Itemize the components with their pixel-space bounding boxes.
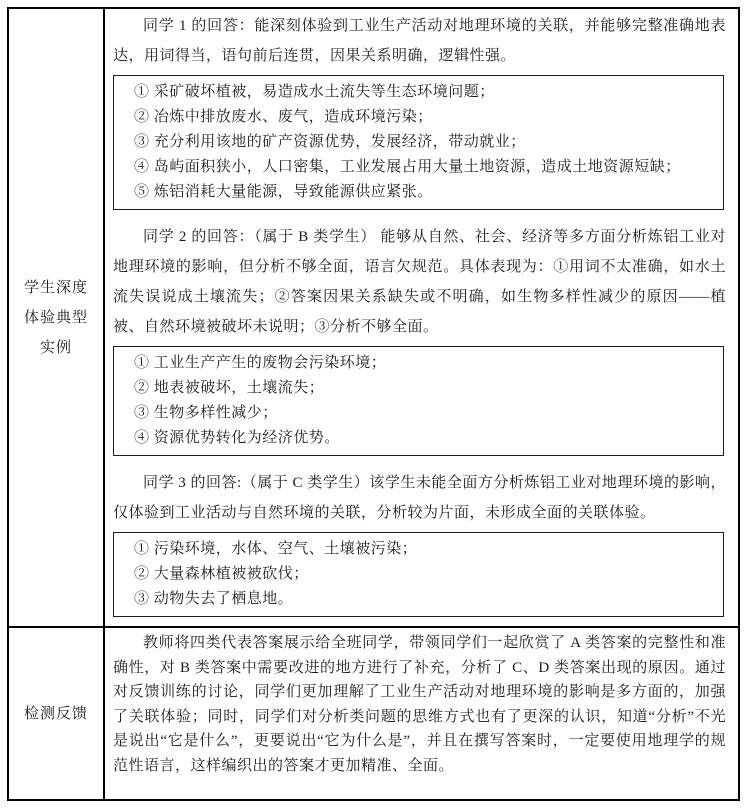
- experience-content-cell: [105, 9, 738, 626]
- student-2-answer-points-box: [113, 346, 724, 456]
- answer-point-item: ④ 岛屿面积狭小，人口密集，工业发展占用大量土地资源，造成土地资源短缺；: [134, 159, 681, 175]
- answer-point-item: ② 冶炼中排放废水、废气，造成环境污染；: [134, 109, 433, 125]
- answer-point-item: ③ 充分利用该地的矿产资源优势，发展经济，带动就业；: [134, 134, 526, 150]
- row-label-experience: 学生深度体验典型实例: [23, 279, 88, 356]
- student-3-answer-points-box: [113, 532, 724, 617]
- row-label-cell-feedback: [9, 628, 105, 799]
- answer-point-item: ④ 资源优势转化为经济优势。: [134, 430, 340, 446]
- feedback-content-cell: [105, 628, 738, 799]
- answer-point-item: ② 地表被破坏，土壤流失；: [134, 380, 325, 396]
- answer-point-item: ③ 生物多样性减少；: [134, 405, 278, 421]
- answer-point-item: ① 采矿破坏植被，易造成水土流失等生态环境问题；: [134, 84, 495, 100]
- answer-point-item: ① 工业生产产生的废物会污染环境；: [134, 355, 387, 371]
- student-3-answer-paragraph: 同学 3 的回答:（属于 C 类学生）该学生未能全面方分析炼铝工业对地理环境的影响，仅体验到工业活动与自然环境的关联，分析较为片面，未形成全面的关联体验。: [113, 475, 726, 521]
- teacher-feedback-paragraph: 教师将四类代表答案展示给全班同学，带领同学们一起欣赏了 A 类答案的完整性和准确性，对 B 类答案中需要改进的地方进行了补充，分析了 C、D 类答案出现的原因。通过对反馈训练的讨论，同学们更加理解了工业生产活动对地理环境的影响是多方面的，加强了关联体验；同时，同学们对分析类问题的思维方式也有了更深的认识，知道“分析”不光是说出“它是什么”，更要说出“它为什么是”，并且在撰写答案时，一定要使用地理学的规范性语言，这样编织出的答案才更加精准、全面。: [113, 635, 726, 774]
- student-2-answer-paragraph: 同学 2 的回答：（属于 B 类学生） 能够从自然、社会、经济等多方面分析炼铝工业对地理环境的影响，但分析不够全面，语言欠规范。具体表现为：①用词不太准确，如水土流失误说成土壤流失；②答案因果关系缺失或不明确，如生物多样性减少的原因——植被、自然环境被破坏未说明；③分析不够全面。: [113, 229, 726, 335]
- row-label-cell-experience: [9, 9, 105, 626]
- answer-point-item: ③ 动物失去了栖息地。: [134, 591, 294, 607]
- table-row-experience-examples: [9, 9, 738, 626]
- assessment-table: [7, 7, 740, 801]
- answer-point-item: ② 大量森林植被被砍伐；: [134, 566, 309, 582]
- student-1-answer-points-box: [113, 75, 724, 210]
- row-label-feedback: 检测反馈: [23, 705, 88, 722]
- answer-point-item: ⑤ 炼铝消耗大量能源，导致能源供应紧张。: [134, 184, 433, 200]
- student-1-answer-paragraph: 同学 1 的回答：能深刻体验到工业生产活动对地理环境的关联，并能够完整准确地表达，用词得当，语句前后连贯，因果关系明确，逻辑性强。: [113, 18, 726, 64]
- answer-point-item: ① 污染环境，水体、空气、土壤被污染；: [134, 541, 418, 557]
- table-row-feedback: [9, 626, 738, 799]
